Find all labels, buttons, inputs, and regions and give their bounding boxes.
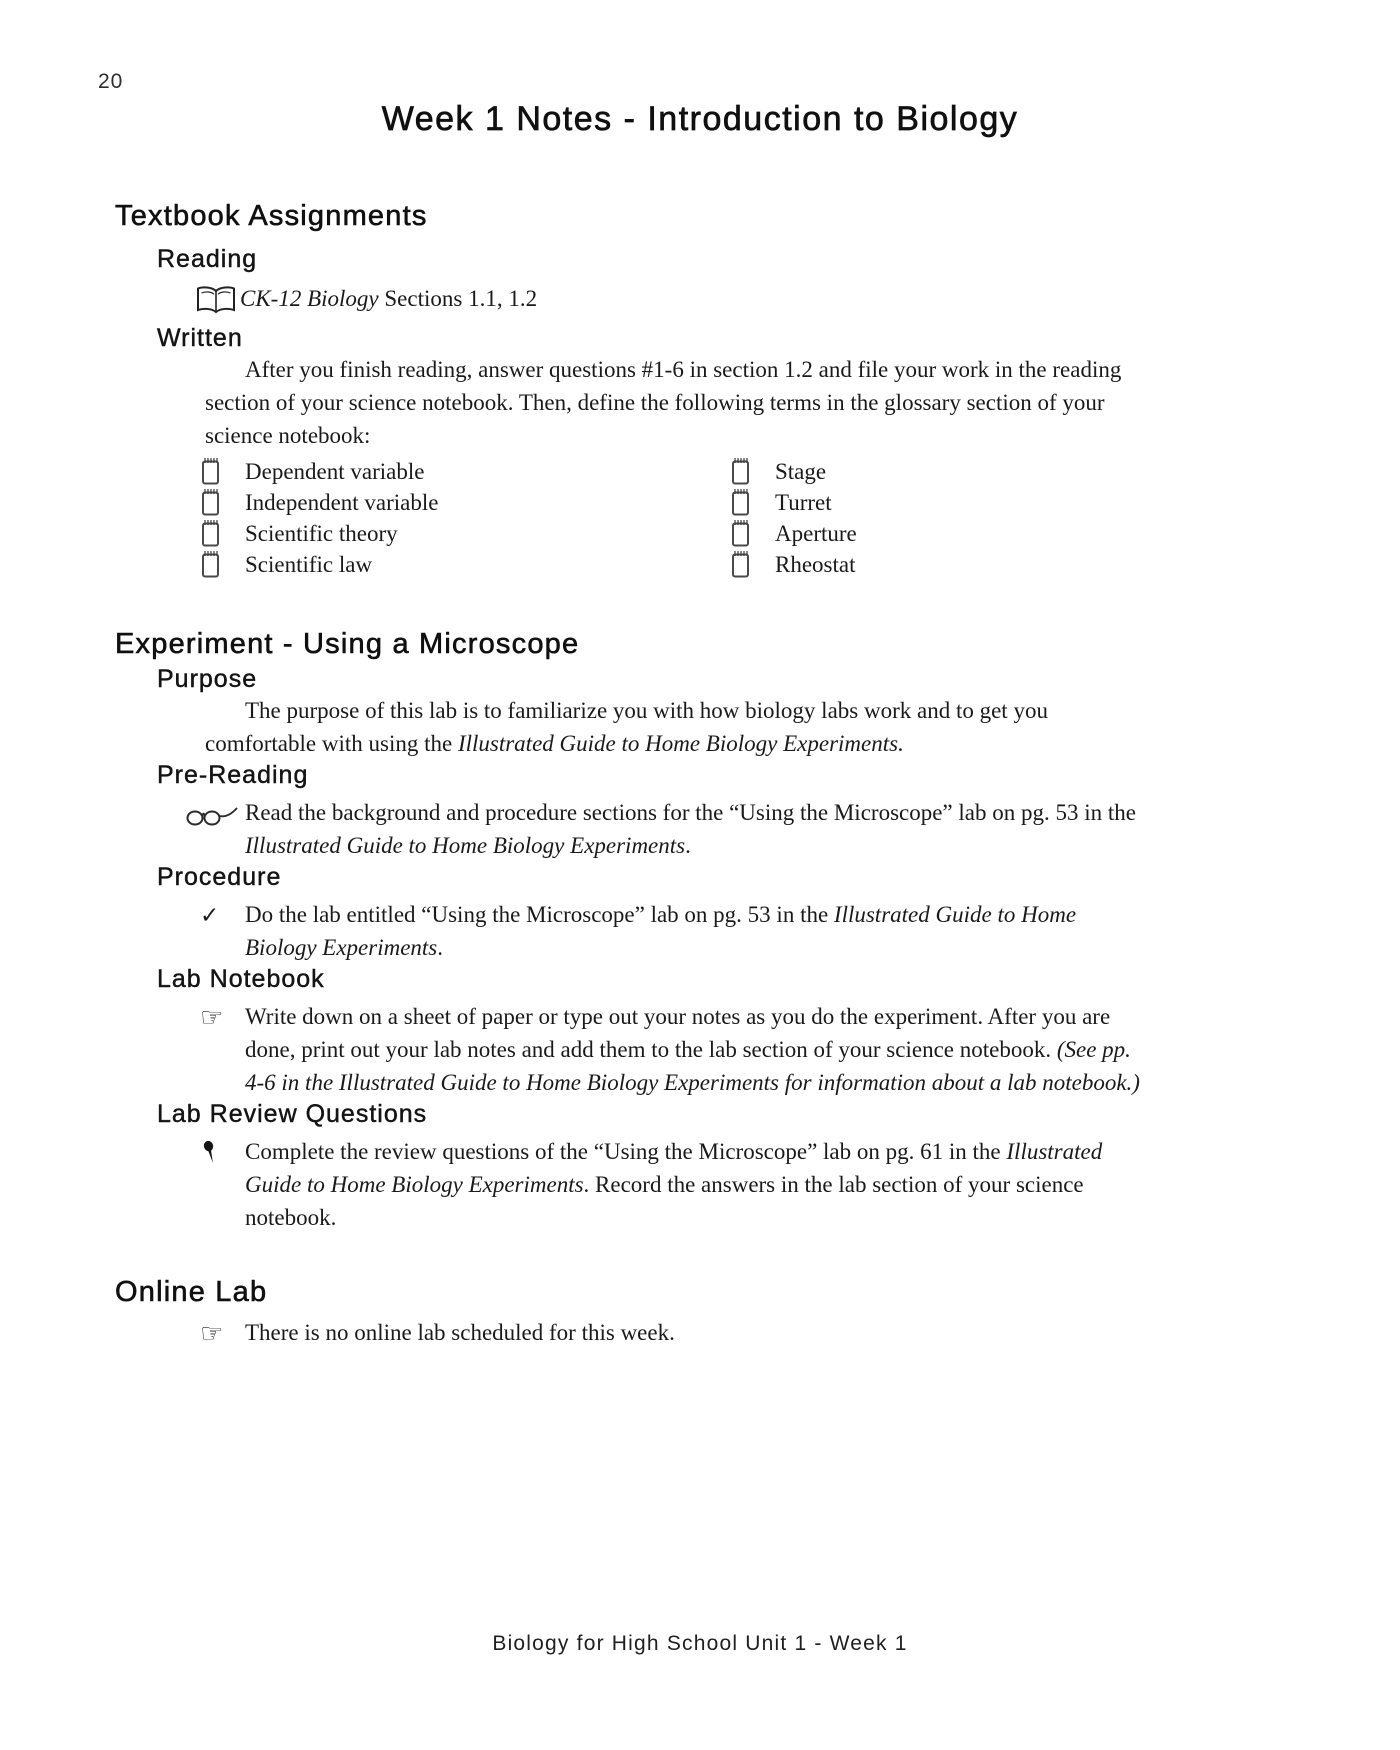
- reading-item-text: [240, 282, 1145, 315]
- term-label: Independent variable: [245, 489, 439, 515]
- pointing-hand-icon: ☞: [200, 1319, 224, 1349]
- subheading-reading: Reading: [157, 245, 258, 273]
- section-heading-textbook-assignments: Textbook Assignments: [115, 200, 428, 232]
- term-label: Stage: [775, 458, 827, 484]
- purpose-paragraph: [205, 694, 1145, 760]
- notepad-checkbox-icon: [200, 457, 245, 486]
- subheading-lab-notebook: Lab Notebook: [157, 965, 325, 993]
- pointing-hand-icon: ☞: [200, 1003, 224, 1033]
- pre-reading-text: Read the background and procedure sections for the “Using the Microscope” lab on pg. 53 in the Illustrated Guide to Home Biology Experiments.: [245, 800, 1136, 858]
- term-item: [200, 456, 730, 487]
- checkmark-icon: ✓: [200, 903, 220, 929]
- term-label: Turret: [775, 489, 832, 515]
- lab-notebook-item: [200, 1000, 1330, 1099]
- notepad-checkbox-icon: [730, 519, 775, 548]
- term-label: Dependent variable: [245, 458, 425, 484]
- subheading-procedure: Procedure: [157, 863, 282, 891]
- term-item: [730, 518, 1330, 549]
- subheading-purpose: Purpose: [157, 665, 258, 693]
- open-book-icon: [195, 282, 240, 317]
- online-lab-text: There is no online lab scheduled for this week.: [245, 1320, 675, 1345]
- reading-sections: Sections 1.1, 1.2: [378, 286, 538, 311]
- purpose-book-title: Illustrated Guide to Home Biology Experiments.: [457, 731, 904, 756]
- lab-notebook-note: (See pp. 4-6 in the Illustrated Guide to Home Biology Experiments for information about a lab notebook.): [245, 1037, 1140, 1095]
- section-heading-experiment: Experiment - Using a Microscope: [115, 628, 580, 660]
- term-item: [730, 487, 1330, 518]
- term-item: [200, 549, 730, 580]
- page-number: 20: [98, 70, 124, 93]
- term-label: Scientific theory: [245, 520, 398, 546]
- lab-review-book-title: Illustrated Guide to Home Biology Experiments: [245, 1139, 1103, 1197]
- lab-review-item: [200, 1135, 1330, 1234]
- online-lab-item: [200, 1316, 1330, 1349]
- term-item: [730, 456, 1330, 487]
- glasses-icon: [185, 796, 245, 829]
- term-label: Rheostat: [775, 551, 856, 577]
- lab-review-text: Complete the review questions of the “Using the Microscope” lab on pg. 61 in the Illustrated Guide to Home Biology Experiments. Record the answers in the lab section of your science notebook.: [245, 1139, 1103, 1230]
- notepad-checkbox-icon: [730, 488, 775, 517]
- page-footer: Biology for High School Unit 1 - Week 1: [492, 1632, 908, 1655]
- term-label: Aperture: [775, 520, 857, 546]
- procedure-book-title: Illustrated Guide to Home Biology Experiments: [245, 902, 1077, 960]
- written-paragraph: After you finish reading, answer questions #1-6 in section 1.2 and file your work in the reading section of your science notebook. Then, define the following terms in the glossary section of your science notebook:: [205, 357, 1122, 448]
- lab-notebook-text: Write down on a sheet of paper or type out your notes as you do the experiment. After you are done, print out your lab notes and add them to the lab section of your science notebook. (See pp. 4-6 in the Illustrated Guide to Home Biology Experiments for information about a lab notebook.): [245, 1004, 1140, 1095]
- term-item: [200, 487, 730, 518]
- notepad-checkbox-icon: [200, 488, 245, 517]
- subheading-pre-reading: Pre-Reading: [157, 761, 309, 789]
- notepad-checkbox-icon: [730, 550, 775, 579]
- reading-item: [195, 282, 1330, 317]
- pre-reading-item: [185, 796, 1330, 862]
- pre-reading-book-title: Illustrated Guide to Home Biology Experiments: [245, 833, 686, 858]
- purpose-text: The purpose of this lab is to familiarize you with how biology labs work and to get you comfortable with using the: [205, 698, 1048, 756]
- terms-checklist: [200, 456, 1330, 580]
- procedure-text: Do the lab entitled “Using the Microscope” lab on pg. 53 in the Illustrated Guide to Home Biology Experiments.: [245, 902, 1077, 960]
- notepad-checkbox-icon: [200, 550, 245, 579]
- pushpin-icon: [200, 1135, 245, 1166]
- term-label: Scientific law: [245, 551, 373, 577]
- notepad-checkbox-icon: [730, 457, 775, 486]
- term-item: [730, 549, 1330, 580]
- subheading-written: Written: [157, 324, 243, 352]
- term-item: [200, 518, 730, 549]
- page-title: Week 1 Notes - Introduction to Biology: [381, 100, 1019, 138]
- section-heading-online-lab: Online Lab: [115, 1276, 268, 1308]
- reading-book-title: CK-12 Biology: [240, 286, 379, 311]
- procedure-item: [200, 898, 1330, 964]
- notepad-checkbox-icon: [200, 519, 245, 548]
- subheading-lab-review-questions: Lab Review Questions: [157, 1100, 428, 1128]
